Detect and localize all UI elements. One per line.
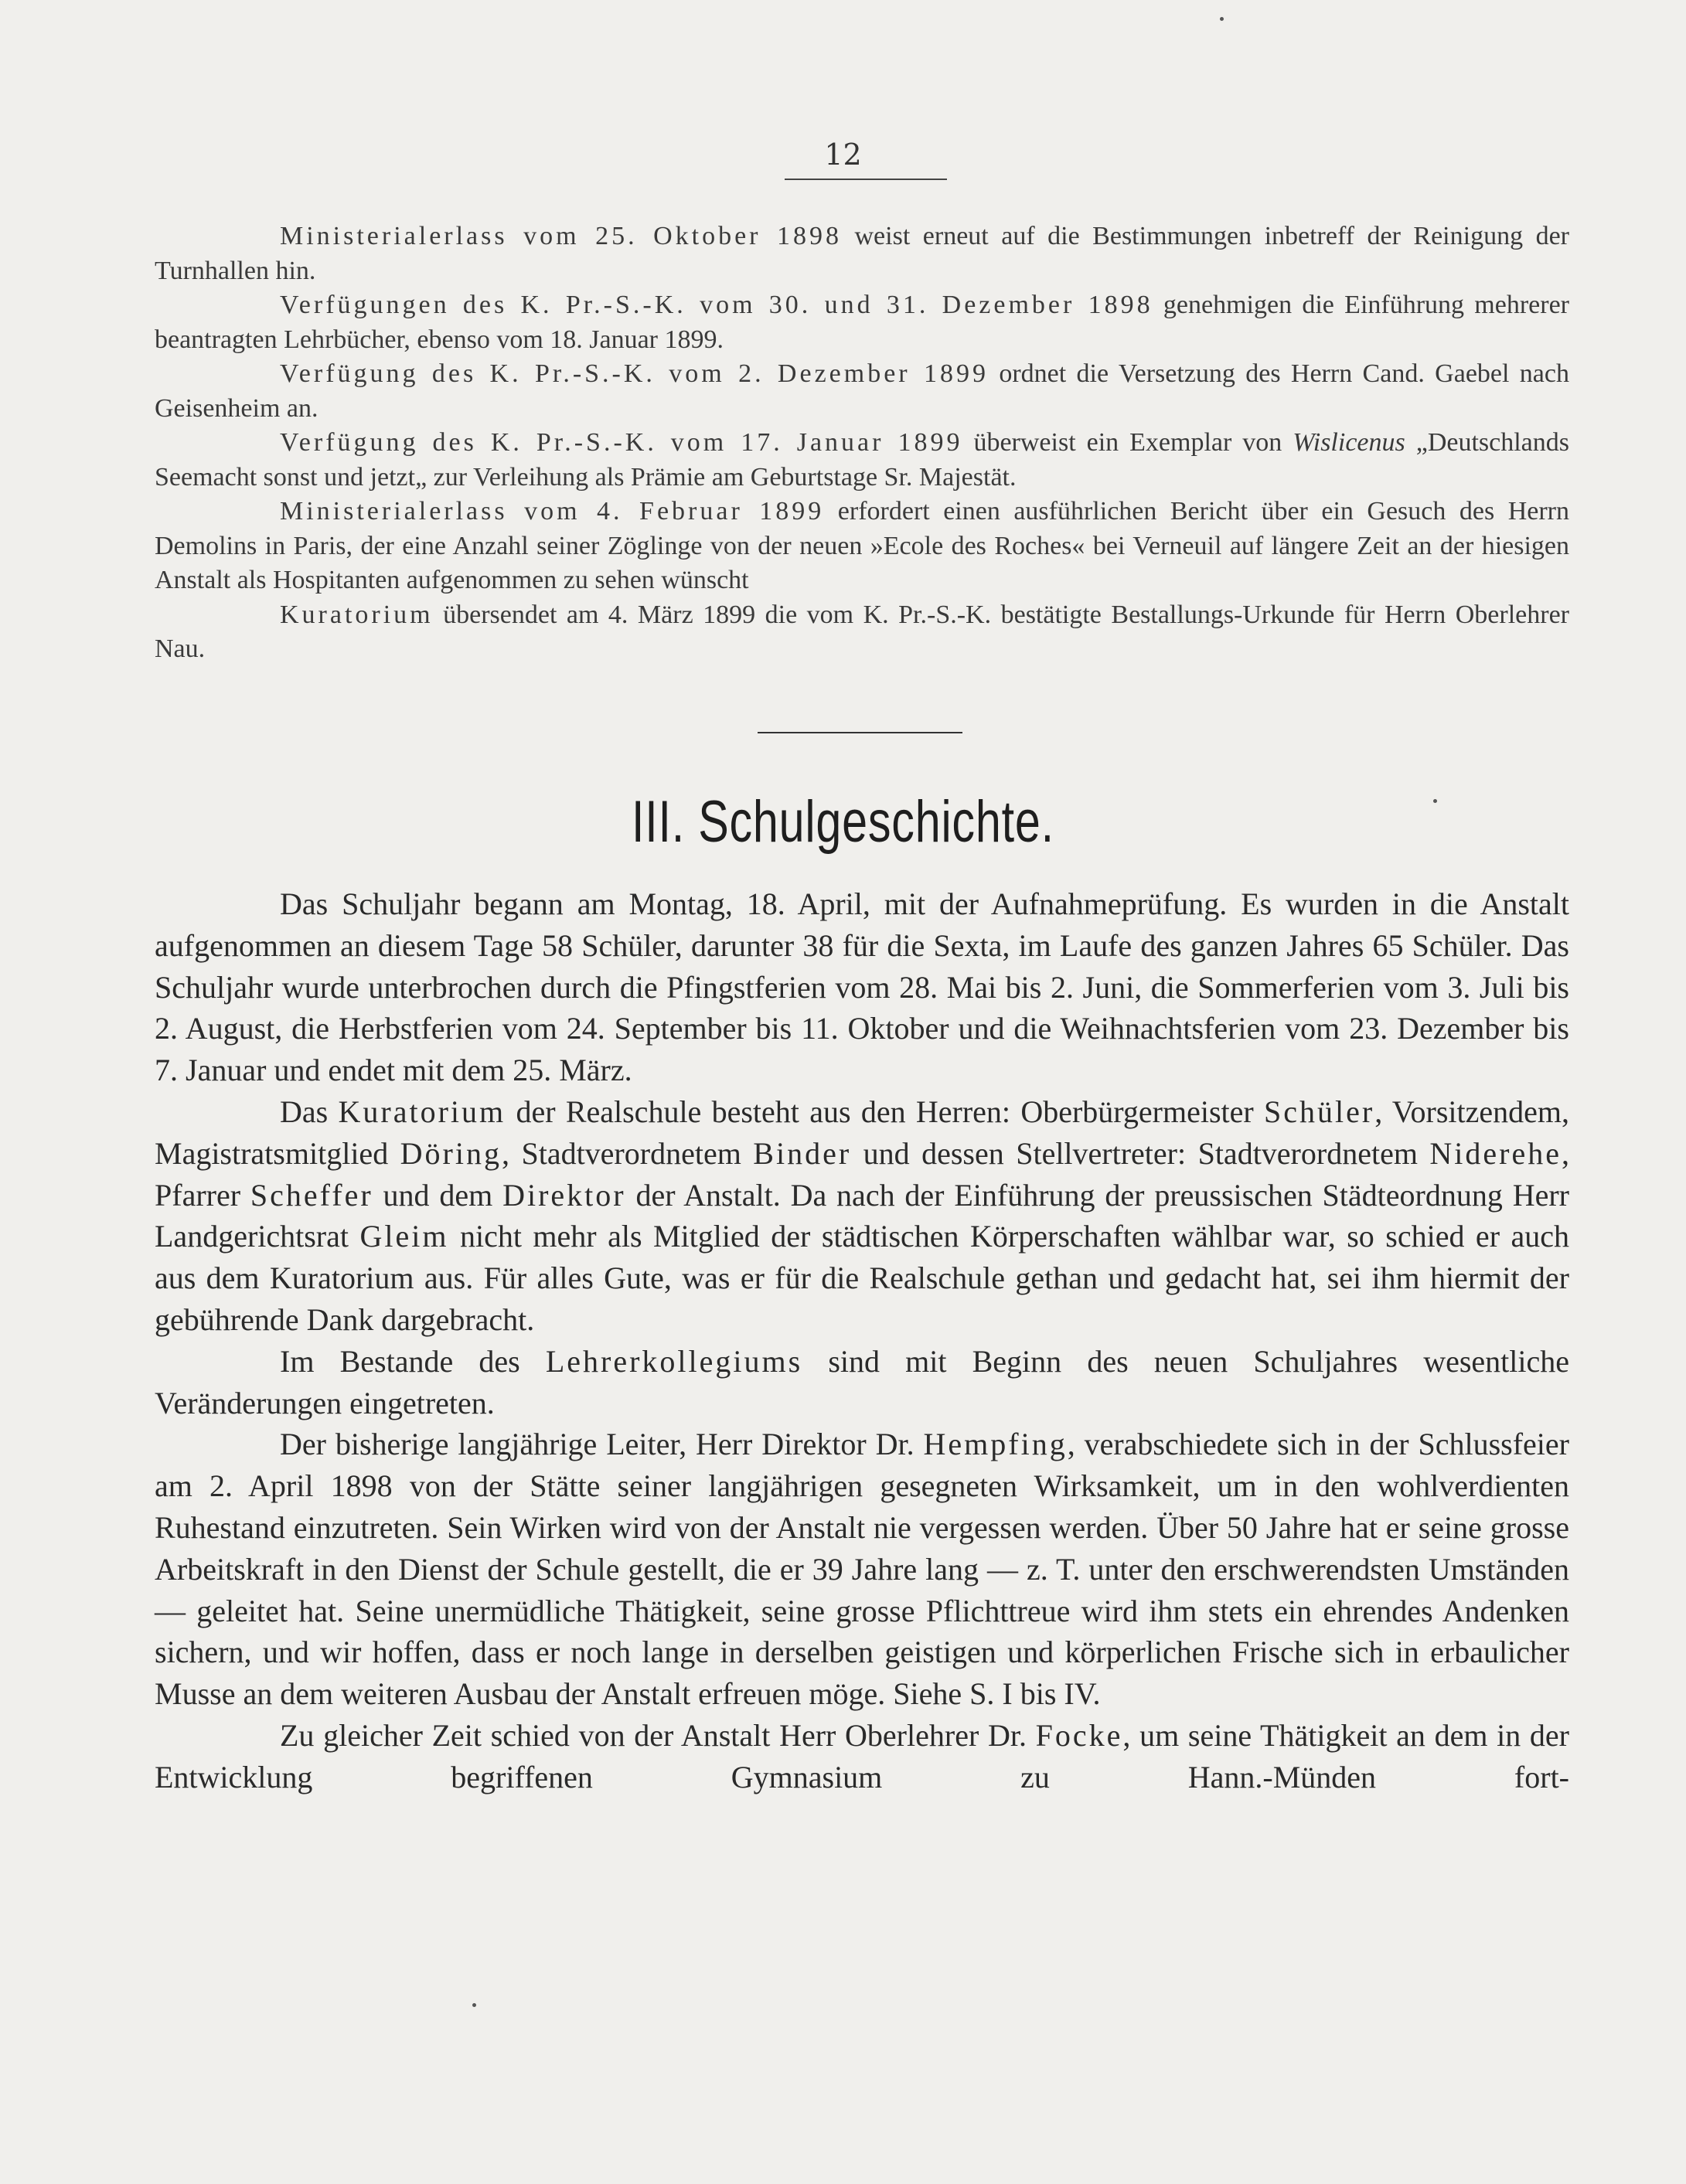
header-rule — [785, 179, 947, 180]
text-run: , Stadtverordnetem — [501, 1135, 754, 1171]
paragraph-3 — [155, 1341, 1569, 1424]
spaced-name: Schüler — [1264, 1094, 1375, 1129]
spaced-name: Gleim — [359, 1219, 449, 1254]
decree-heading: Ministerialerlass vom 4. Februar 1899 — [280, 497, 825, 526]
text-run: Der bisherige langjährige Leiter, Herr Direktor Dr. — [280, 1427, 924, 1462]
text-run: , verabschiedete sich in der Schlussfeier am 2. April 1898 von der Stätte seiner langjährigen gesegneten Wirksamkeit, um in den wohlverdienten Ruhestand einzutreten. Sein Wirken wird von der Anstalt nie vergessen werden. Über 50 Jahre hat er seine grosse Arbeitskraft in den Dienst der Schule gestellt, die er 39 Jahre lang — z. T. unter den erschwerendsten Umständen — geleitet hat. Seine unermüdliche Thätigkeit, seine grosse Pflichttreue wird ihm stets ein ehrendes Andenken sichern, und wir hoffen, dass er noch lange in derselben geistigen und körperlichen Frische sich in erbaulicher Musse an dem weiteren Ausbau der Anstalt erfreuen möge. Siehe S. I bis IV. — [155, 1427, 1569, 1712]
school-history-text — [155, 883, 1569, 1798]
spaced-name: Hempfing — [923, 1427, 1068, 1462]
spaced-name: Döring — [400, 1135, 502, 1171]
paragraph-2 — [155, 1091, 1569, 1341]
print-speck — [1433, 799, 1437, 803]
text-run: , um seine Thätigkeit an dem in der Entwicklung begriffenen Gymnasium zu Hann.-Münden fort- — [155, 1717, 1569, 1794]
paragraph-5 — [155, 1715, 1569, 1798]
text-run: Zu gleicher Zeit schied von der Anstalt Herr Oberlehrer Dr. — [280, 1717, 1036, 1753]
author-name: Wislicenus — [1293, 428, 1405, 457]
decree-text: „Deutschlands Seemacht sonst und jetzt„ zur Verleihung als Prämie am Geburtstage Sr. Majestät. — [155, 428, 1569, 492]
decree-4 — [155, 426, 1569, 495]
decree-text: überweist ein Exemplar von — [962, 428, 1293, 457]
section-divider — [758, 732, 962, 733]
paragraph-1: Das Schuljahr begann am Montag, 18. April, mit der Aufnahmeprüfung. Es wurden in die Anstalt aufgenommen an diesem Tage 58 Schüler, darunter 38 für die Sexta, im Laufe des ganzen Jahres 65 Schüler. Das Schuljahr wurde unterbrochen durch die Pfingstferien vom 28. Mai bis 2. Juni, die Sommerferien vom 3. Juli bis 2. August, die Herbstferien vom 24. September bis 11. Oktober und die Weihnachtsferien vom 23. Dezember bis 7. Januar und endet mit dem 25. März. — [155, 886, 1569, 1088]
spaced-name: Focke — [1035, 1717, 1123, 1753]
decree-text: ordnet die Versetzung des Herrn Cand. Gaebel nach Geisenheim an. — [155, 359, 1569, 423]
text-run: und dem — [373, 1177, 503, 1213]
text-run: der Anstalt. Da nach der Einführung der preussischen Städteordnung Herr Landgerichtsrat — [155, 1177, 1569, 1254]
text-run: nicht mehr als Mitglied der städtischen Körperschaften wählbar war, so schied er auch aus dem Kuratorium aus. Für alles Gute, was er für die Realschule gethan und gedacht hat, sei ihm hiermit der gebührende Dank dargebracht. — [155, 1219, 1570, 1337]
page-number: 12 — [824, 138, 862, 172]
decree-1 — [155, 219, 1569, 288]
decree-text: genehmigen die Einführung mehrerer beantragten Lehrbücher, ebenso vom 18. Januar 1899. — [155, 291, 1569, 354]
paragraph-4 — [155, 1424, 1569, 1715]
decree-heading: Verfügung des K. Pr.-S.-K. vom 2. Dezember 1899 — [280, 359, 989, 388]
decree-text: übersendet am 4. März 1899 die vom K. Pr.-S.-K. bestätigte Bestallungs-Urkunde für Herrn Oberlehrer Nau. — [155, 600, 1569, 663]
decree-6 — [155, 598, 1569, 667]
print-speck — [1220, 17, 1224, 21]
print-speck — [472, 2003, 476, 2007]
text-run: der Realschule besteht aus den Herren: Oberbürgermeister — [506, 1094, 1265, 1129]
decree-5 — [155, 495, 1569, 598]
text-run: und dessen Stellvertreter: Stadtverordnetem — [851, 1135, 1430, 1171]
text-run: , Pfarrer — [155, 1135, 1569, 1213]
decree-text: weist erneut auf die Bestimmungen inbetreff der Reinigung der Turnhallen hin. — [155, 222, 1569, 285]
spaced-name: Binder — [753, 1135, 852, 1171]
spaced-name: Scheffer — [250, 1177, 373, 1213]
decree-2 — [155, 288, 1569, 357]
text-run: sind mit Beginn des neuen Schuljahres wesentliche Veränderungen eingetreten. — [155, 1343, 1570, 1420]
spaced-term: Kuratorium — [338, 1094, 506, 1129]
decree-text: erfordert einen ausführlichen Bericht über ein Gesuch des Herrn Demolins in Paris, der eine Anzahl seiner Zöglinge von der neuen »Ecole des Roches« bei Verneuil auf längere Zeit an der hiesigen Anstalt als Hospitanten aufgenommen zu sehen wünscht — [155, 497, 1569, 594]
decree-heading: Ministerialerlass vom 25. Oktober 1898 — [280, 222, 842, 250]
spaced-term: Lehrerkollegiums — [545, 1343, 803, 1379]
decrees-section — [155, 219, 1569, 667]
text-run: , Vorsitzendem, Magistratsmitglied — [155, 1094, 1570, 1171]
spaced-name: Niderehe — [1429, 1135, 1562, 1171]
decree-heading: Kuratorium — [280, 600, 434, 629]
text-run: Das — [280, 1094, 339, 1129]
decree-heading: Verfügung des K. Pr.-S.-K. vom 17. Januar 1899 — [280, 428, 963, 457]
spaced-term: Direktor — [502, 1177, 626, 1213]
section-title: III. Schulgeschichte. — [631, 789, 1054, 855]
decree-heading: Verfügungen des K. Pr.-S.-K. vom 30. und 31. Dezember 1898 — [280, 291, 1153, 319]
decree-3 — [155, 357, 1569, 426]
text-run: Im Bestande des — [280, 1343, 546, 1379]
